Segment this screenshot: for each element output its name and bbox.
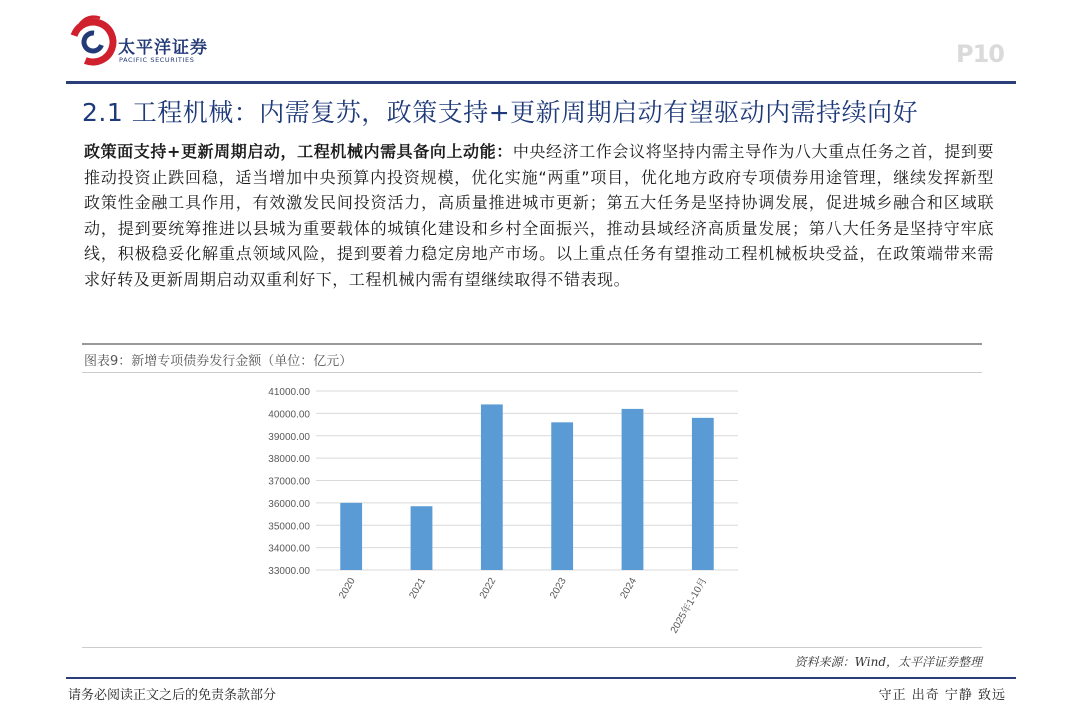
company-logo [66, 12, 216, 72]
bar [481, 404, 503, 570]
x-tick-label: 2021 [407, 576, 429, 601]
y-tick-label: 37000.00 [268, 476, 310, 488]
y-tick-label: 33000.00 [268, 566, 310, 577]
paragraph-body: 中央经济工作会议将坚持内需主导作为八大重点任务之首，提到要推动投资止跌回稳，适当增加中央预算内投资规模，优化实施“两重”项目，优化地方政府专项债券用途管理，继续发挥新型政策性金融工具作用，有效激发民间投资活力，高质量推进城市更新；第五大任务是坚持协调发展，促进城乡融合和区域联动，提到要统筹推进以县城为重要载体的城镇化建设和乡村全面振兴，推动县域经济高质量发展；第八大任务是坚持守牢底线，积极稳妥化解重点领域风险，提到要着力稳定房地产市场。以上重点任务有望推动工程机械板块受益，在政策端带来需求好转及更新周期启动双重利好下，工程机械内需有望继续取得不错表现。 [84, 142, 994, 289]
bar [551, 422, 573, 570]
x-tick-label: 2024 [618, 576, 640, 601]
footer-motto: 守正 出奇 宁静 致远 [878, 688, 1006, 703]
y-tick-label: 41000.00 [268, 387, 310, 398]
pacific-securities-logo-icon [66, 12, 124, 70]
bar [622, 409, 644, 570]
y-tick-label: 40000.00 [268, 409, 310, 421]
footer-disclaimer: 请务必阅读正文之后的免责条款部分 [68, 688, 277, 703]
header-divider [66, 81, 1016, 84]
figure-title: 图表9：新增专项债券发行金额（单位：亿元） [84, 354, 353, 369]
figure-source: 资料来源：Wind，太平洋证券整理 [794, 655, 982, 669]
x-tick-label: 2025年1-10月 [668, 576, 710, 636]
bar [411, 506, 433, 570]
special-bond-bar-chart [226, 378, 766, 648]
y-tick-label: 39000.00 [268, 431, 310, 443]
logo-english-text: PACIFIC SECURITIES [119, 56, 195, 64]
logo-chinese-text: 太平洋证券 [118, 38, 208, 58]
figure-top-rule [82, 343, 982, 345]
page-number: P10 [956, 40, 1004, 68]
y-tick-label: 35000.00 [268, 521, 310, 533]
paragraph-lead: 政策面支持+更新周期启动，工程机械内需具备向上动能： [84, 142, 513, 161]
footer-divider [66, 677, 1016, 679]
bar [692, 418, 714, 570]
y-tick-label: 38000.00 [268, 454, 310, 466]
x-tick-label: 2023 [548, 576, 569, 601]
x-tick-label: 2022 [477, 576, 499, 601]
bar [340, 503, 362, 570]
y-tick-label: 34000.00 [268, 543, 310, 555]
x-tick-label: 2020 [337, 576, 358, 601]
y-tick-label: 36000.00 [268, 498, 310, 510]
source-divider [82, 647, 982, 648]
figure-title-divider [82, 372, 982, 373]
section-heading: 2.1 工程机械：内需复苏，政策支持+更新周期启动有望驱动内需持续向好 [82, 98, 919, 127]
chart-canvas [226, 378, 766, 648]
body-paragraph [84, 139, 994, 292]
